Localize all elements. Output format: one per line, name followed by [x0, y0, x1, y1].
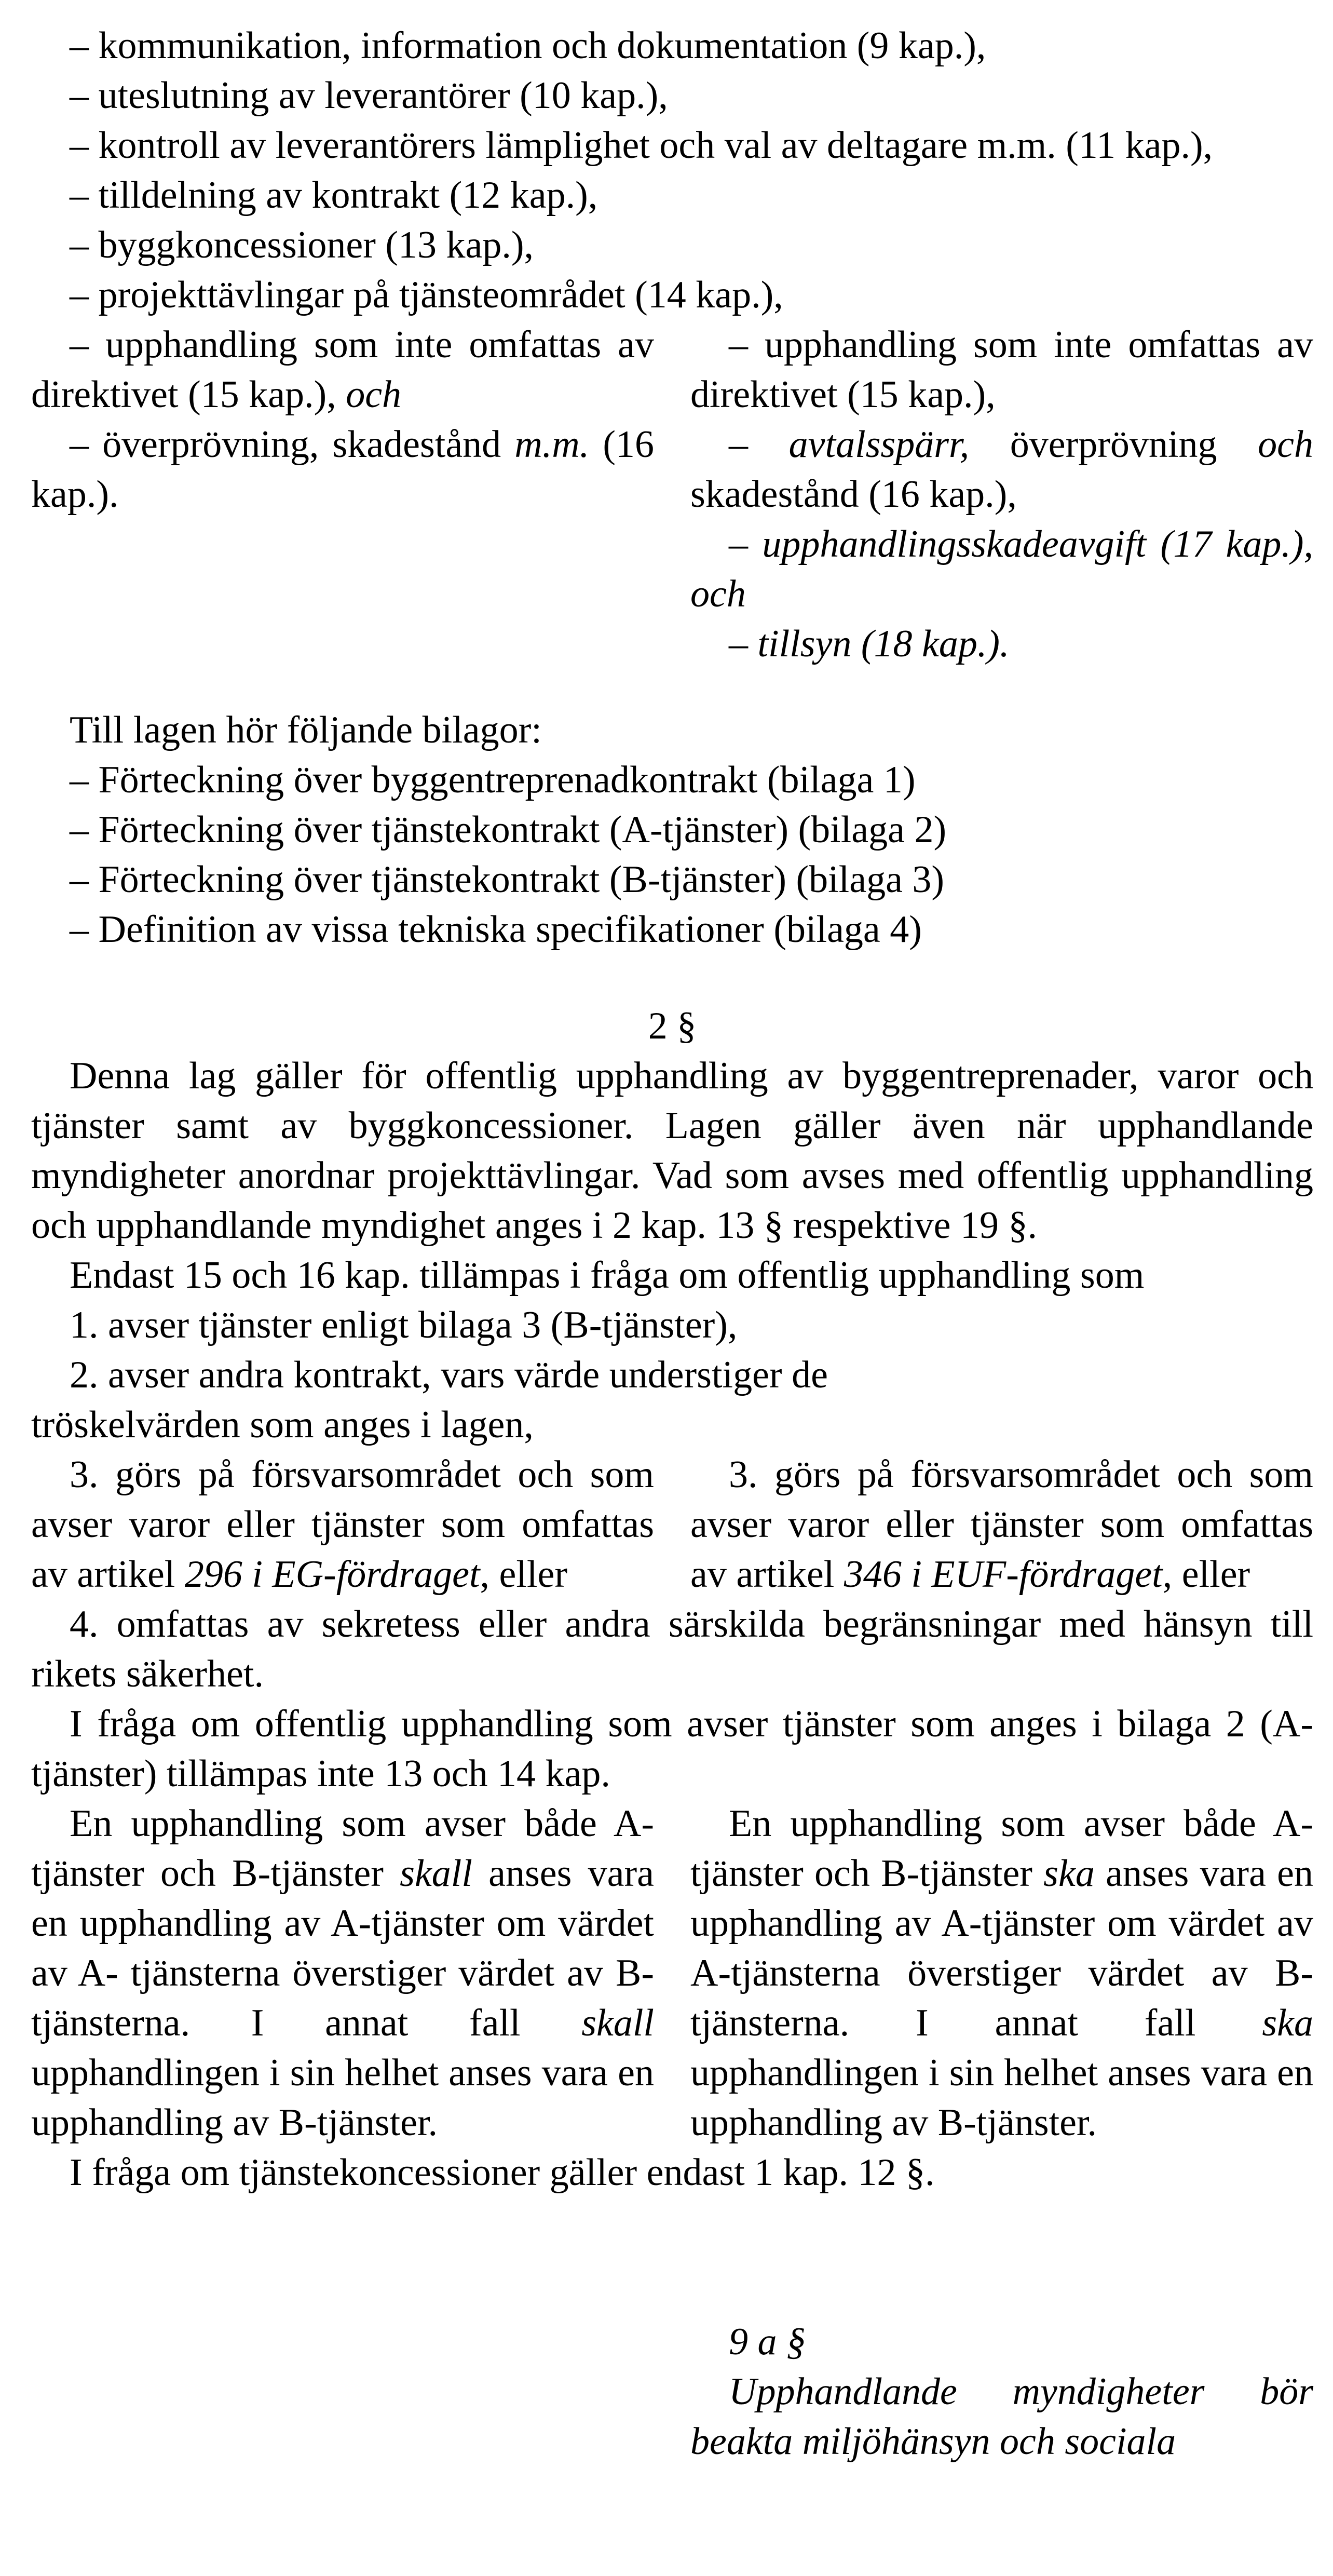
comparison-block	[31, 1799, 1313, 2148]
list-item: – tilldelning av kontrakt (12 kap.),	[70, 174, 598, 217]
proposed-section	[690, 2317, 1313, 2466]
proposed-wording-column	[690, 1799, 1313, 2148]
paragraph: I fråga om offentlig upphandling som avser tjänster som anges i bilaga 2 (A-tjänster) tillämpas inte 13 och 14 kap.	[31, 1703, 1313, 1795]
current-wording-column	[31, 320, 654, 669]
paragraph: I fråga om tjänstekoncessioner gäller endast 1 kap. 12 §.	[70, 2151, 935, 2194]
bilagor-intro: Till lagen hör följande bilagor:	[70, 709, 542, 751]
list-item: – Förteckning över tjänstekontrakt (A-tjänster) (bilaga 2)	[70, 808, 947, 851]
list-item: – Förteckning över tjänstekontrakt (B-tjänster) (bilaga 3)	[70, 858, 945, 901]
list-item: – Förteckning över byggentreprenadkontrakt (bilaga 1)	[70, 759, 916, 801]
comparison-block	[31, 1450, 1313, 1599]
list-item-continuation: tröskelvärden som anges i lagen,	[31, 1404, 534, 1446]
comparison-block	[31, 320, 1313, 669]
list-item: 1. avser tjänster enligt bilaga 3 (B-tjänster),	[70, 1304, 738, 1346]
list-item: – kommunikation, information och dokumentation (9 kap.),	[70, 24, 986, 67]
document-page	[31, 21, 1313, 2466]
list-item: 4. omfattas av sekretess eller andra särskilda begränsningar med hänsyn till rikets säkerhet.	[31, 1603, 1313, 1695]
paragraph: En upphandling som avser både A-tjänster och B-tjänster ska anses vara en upphandling av A-tjänster om värdet av A-tjänsterna överstiger värdet av B-tjänsterna. I annat fall ska upphandlingen i sin helhet anses vara en upphandling av B-tjänster.	[690, 1802, 1313, 2144]
list-item: – Definition av vissa tekniska specifikationer (bilaga 4)	[70, 908, 922, 951]
paragraph: En upphandling som avser både A-tjänster och B-tjänster skall anses vara en upphandling av A-tjänster om värdet av A- tjänsterna överstiger värdet av B-tjänsterna. I annat fall skall upphandlingen i sin helhet anses vara en upphandling av B-tjänster.	[31, 1802, 654, 2144]
list-item: – upphandling som inte omfattas av direktivet (15 kap.), och	[31, 323, 654, 416]
list-item: 2. avser andra kontrakt, vars värde understiger de	[70, 1354, 828, 1396]
list-item: – upphandlingsskadeavgift (17 kap.), och	[690, 523, 1313, 615]
current-wording-column	[31, 1450, 654, 1599]
list-item: – avtalsspärr, överprövning och skadestånd (16 kap.),	[690, 423, 1313, 516]
list-item: 3. görs på försvarsområdet och som avser varor eller tjänster som omfattas av artikel 346 i EUF-fördraget, eller	[690, 1453, 1313, 1596]
list-item: – upphandling som inte omfattas av direktivet (15 kap.),	[690, 323, 1313, 416]
list-item: 3. görs på försvarsområdet och som avser varor eller tjänster som omfattas av artikel 296 i EG-fördraget, eller	[31, 1453, 654, 1596]
paragraph: Endast 15 och 16 kap. tillämpas i fråga om offentlig upphandling som	[70, 1254, 1145, 1297]
current-wording-column	[31, 1799, 654, 2148]
paragraph: Upphandlande myndigheter bör beakta miljöhänsyn och sociala	[690, 2370, 1313, 2463]
list-item: – uteslutning av leverantörer (10 kap.),	[70, 74, 668, 117]
section-heading: 2 §	[648, 1005, 697, 1047]
proposed-wording-column	[690, 1450, 1313, 1599]
section-heading: 9 a §	[729, 2321, 806, 2363]
list-item: – tillsyn (18 kap.).	[729, 623, 1010, 665]
paragraph: Denna lag gäller för offentlig upphandling av byggentreprenader, varor och tjänster samt av byggkoncessioner. Lagen gäller även när upphandlande myndigheter anordnar projekttävlingar. Vad som avses med offentlig upphandling och upphandlande myndighet anges i 2 kap. 13 § respektive 19 §.	[31, 1055, 1313, 1247]
list-item: – projekttävlingar på tjänsteområdet (14 kap.),	[70, 274, 783, 316]
list-item: – kontroll av leverantörers lämplighet och val av deltagare m.m. (11 kap.),	[70, 124, 1213, 167]
proposed-wording-column	[690, 320, 1313, 669]
list-item: – byggkoncessioner (13 kap.),	[70, 224, 534, 266]
list-item: – överprövning, skadestånd m.m. (16 kap.).	[31, 423, 654, 516]
